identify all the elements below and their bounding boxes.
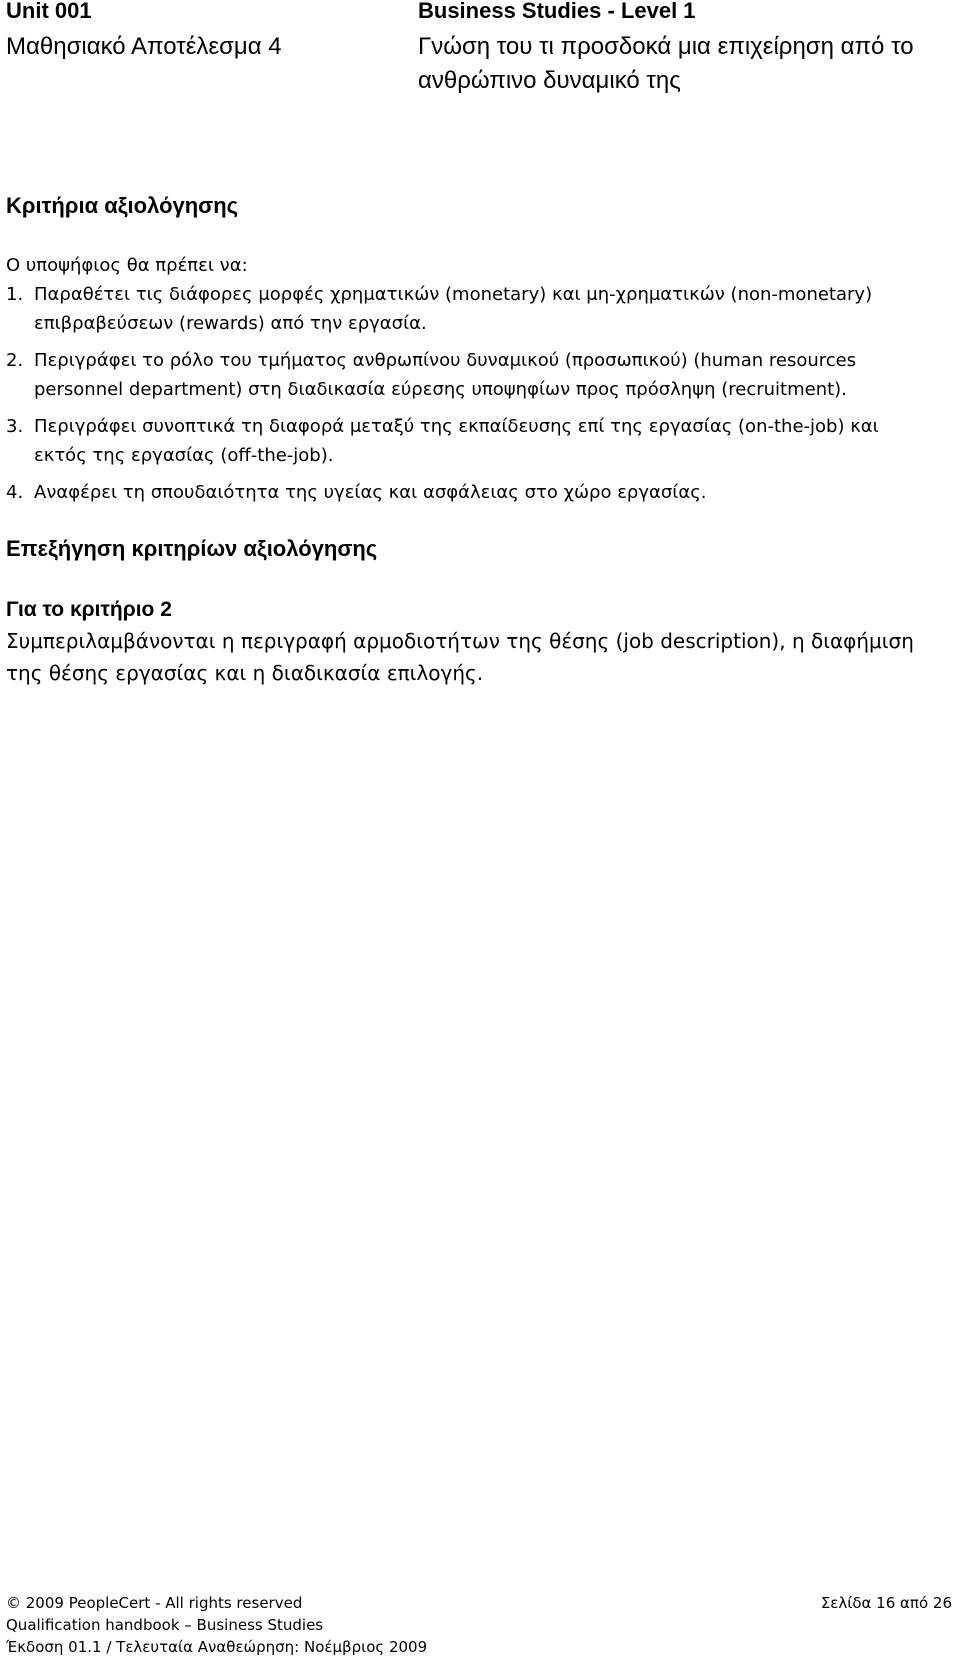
unit-code: Unit 001	[6, 0, 92, 23]
criteria-item-4	[6, 478, 936, 507]
footer-row-1	[6, 1592, 956, 1614]
footer-copyright: © 2009 PeopleCert - All rights reserved	[6, 1594, 303, 1612]
footer-page-number: Σελίδα 16 από 26	[820, 1594, 952, 1612]
explanation-heading: Επεξήγηση κριτηρίων αξιολόγησης	[6, 536, 378, 561]
criteria-item-1	[6, 280, 936, 338]
header-left	[6, 0, 282, 64]
criteria-text-4: Αναφέρει τη σπουδαιότητα της υγείας και ασφάλειας στο χώρο εργασίας.	[34, 482, 707, 503]
criteria-item-2	[6, 346, 936, 404]
criteria-text-1: Παραθέτει τις διάφορες μορφές χρηματικών (monetary) και μη-χρηματικών (non-monetary) επιβραβεύσεων (rewards) από την εργασία.	[34, 284, 873, 334]
criteria-number-2: 2.	[6, 350, 24, 371]
criteria-number-4: 4.	[6, 482, 24, 503]
footer-handbook: Qualification handbook – Business Studies	[6, 1616, 324, 1634]
criteria-heading: Κριτήρια αξιολόγησης	[6, 193, 239, 218]
criteria-item-3	[6, 412, 936, 470]
learning-outcome-title: Γνώση του τι προσδοκά μια επιχείρηση από το ανθρώπινο δυναμικό της	[418, 33, 914, 94]
explanation-text: Συμπεριλαμβάνονται η περιγραφή αρμοδιοτήτων της θέσης (job description), η διαφήμιση της θέσης εργασίας και η διαδικασία επιλογής.	[6, 629, 914, 685]
header-right	[418, 0, 938, 98]
criteria-number-1: 1.	[6, 284, 24, 305]
criteria-number-3: 3.	[6, 416, 24, 437]
criteria-text-3: Περιγράφει συνοπτικά τη διαφορά μεταξύ της εκπαίδευσης επί της εργασίας (on-the-job) και εκτός της εργασίας (off-the-job).	[34, 416, 879, 466]
learning-outcome-label: Μαθησιακό Αποτέλεσμα 4	[6, 33, 282, 60]
criteria-text-2: Περιγράφει το ρόλο του τμήματος ανθρωπίνου δυναμικού (προσωπικού) (human resources personnel department) στη διαδικασία εύρεσης υποψηφίων προς πρόσληψη (recruitment).	[34, 350, 857, 400]
criteria-list	[6, 280, 936, 515]
criteria-intro: Ο υποψήφιος θα πρέπει να:	[6, 255, 248, 276]
footer-version: Έκδοση 01.1 / Τελευταία Αναθεώρηση: Νοέμβριος 2009	[6, 1638, 428, 1656]
criterion-subheading: Για το κριτήριο 2	[6, 598, 172, 621]
course-title: Business Studies - Level 1	[418, 0, 696, 23]
